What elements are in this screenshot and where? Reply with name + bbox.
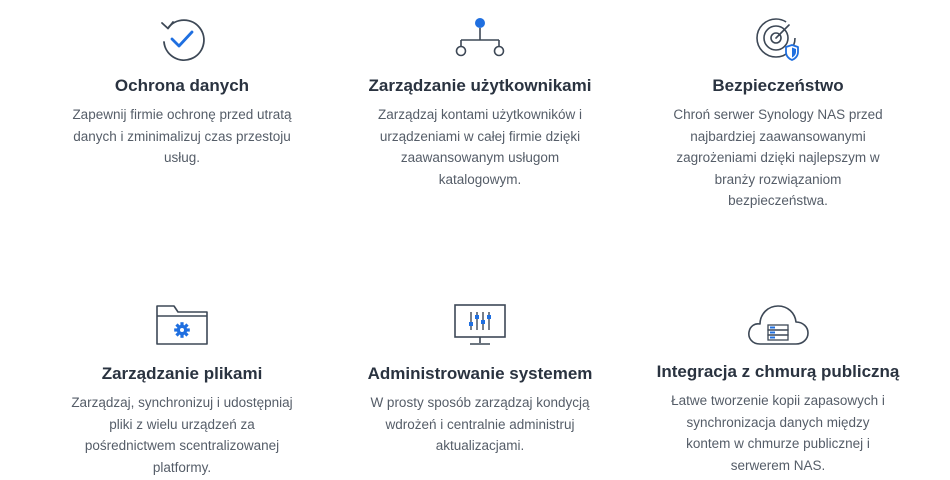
feature-title: Administrowanie systemem bbox=[367, 364, 593, 383]
feature-title: Zarządzanie plikami bbox=[101, 364, 263, 383]
user-hierarchy-icon bbox=[452, 14, 508, 64]
feature-user-management bbox=[330, 14, 630, 190]
feature-description: Zarządzaj kontami użytkowników i urządzeniami w całej firmie dzięki zaawansowanym usługom katalogowym. bbox=[377, 107, 583, 187]
feature-description: Zarządzaj, synchronizuj i udostępniaj pliki z wielu urządzeń za pośrednictwem scentralizowanej platformy. bbox=[71, 395, 293, 475]
feature-security bbox=[628, 14, 928, 212]
feature-system-administration bbox=[330, 302, 630, 457]
feature-description: W prosty sposób zarządzaj kondycją wdrożeń i centralnie administruj aktualizacjami. bbox=[370, 395, 590, 453]
feature-description: Zapewnij firmie ochronę przed utratą danych i zminimalizuj czas przestoju usług. bbox=[72, 107, 292, 165]
feature-description: Chroń serwer Synology NAS przed najbardziej zaawansowanymi zagrożeniami dzięki najlepszym w branży rozwiązaniom bezpieczeństwa. bbox=[673, 107, 883, 208]
security-radar-shield-icon bbox=[753, 14, 803, 64]
folder-gear-icon bbox=[154, 302, 210, 348]
monitor-sliders-icon bbox=[452, 302, 508, 348]
feature-title: Zarządzanie użytkownikami bbox=[368, 76, 592, 95]
feature-data-protection bbox=[32, 14, 332, 169]
feature-title: Ochrona danych bbox=[114, 76, 250, 95]
feature-title: Bezpieczeństwo bbox=[712, 76, 844, 95]
feature-public-cloud-integration bbox=[628, 298, 928, 476]
feature-title: Integracja z chmurą publiczną bbox=[656, 362, 900, 381]
feature-description: Łatwe tworzenie kopii zapasowych i synchronizacja danych między kontem w chmurze publicznej i serwerem NAS. bbox=[671, 393, 885, 473]
cloud-server-icon bbox=[746, 298, 810, 348]
feature-file-management bbox=[32, 302, 332, 478]
data-protection-check-icon bbox=[157, 14, 207, 64]
